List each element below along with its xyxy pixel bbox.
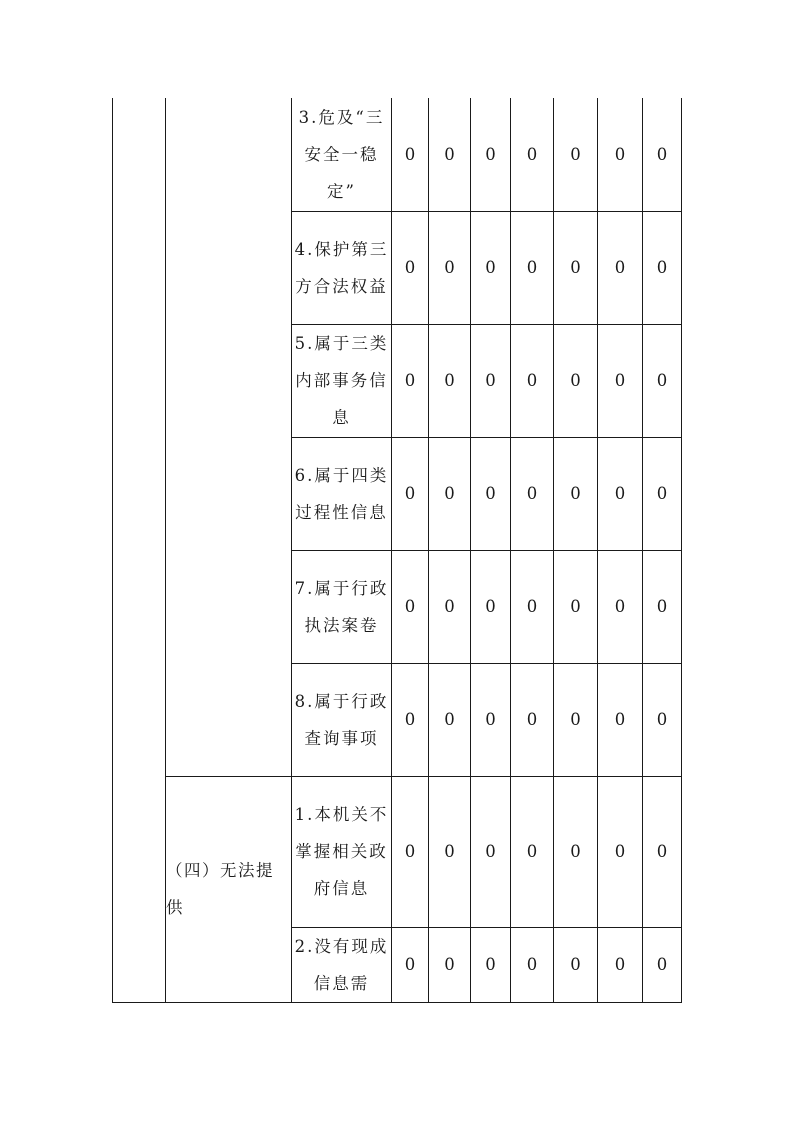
value-cell: 0	[643, 663, 682, 776]
value-cell: 0	[643, 211, 682, 324]
item-cell	[292, 927, 392, 1002]
item-cell	[292, 663, 392, 776]
item-label: 2.没有现成信息需	[294, 936, 389, 993]
item-cell	[292, 776, 392, 927]
value-cell: 0	[392, 663, 429, 776]
value-cell: 0	[554, 324, 598, 437]
value-cell: 0	[429, 776, 471, 927]
item-label: 7.属于行政执法案卷	[294, 578, 389, 635]
value-cell: 0	[392, 776, 429, 927]
value-cell: 0	[554, 927, 598, 1002]
value-cell: 0	[554, 437, 598, 550]
value-cell: 0	[429, 663, 471, 776]
value-cell: 0	[554, 776, 598, 927]
item-label: 5.属于三类内部事务信息	[294, 334, 389, 427]
value-cell: 0	[392, 437, 429, 550]
value-cell: 0	[429, 211, 471, 324]
value-cell: 0	[598, 927, 643, 1002]
value-cell: 0	[471, 324, 511, 437]
value-cell: 0	[643, 324, 682, 437]
table-row	[113, 776, 682, 927]
value-cell: 0	[392, 927, 429, 1002]
value-cell: 0	[598, 663, 643, 776]
category-cell	[166, 98, 292, 776]
value-cell: 0	[598, 550, 643, 663]
value-cell: 0	[429, 324, 471, 437]
value-cell: 0	[392, 324, 429, 437]
value-cell: 0	[471, 437, 511, 550]
value-cell: 0	[392, 550, 429, 663]
value-cell: 0	[471, 550, 511, 663]
item-label: 4.保护第三方合法权益	[294, 239, 389, 296]
value-cell: 0	[511, 550, 554, 663]
value-cell: 0	[471, 927, 511, 1002]
value-cell: 0	[511, 927, 554, 1002]
value-cell: 0	[598, 211, 643, 324]
item-label: 6.属于四类过程性信息	[294, 465, 389, 522]
item-label: 8.属于行政查询事项	[294, 691, 389, 748]
value-cell: 0	[554, 663, 598, 776]
item-cell	[292, 324, 392, 437]
value-cell: 0	[643, 776, 682, 927]
value-cell: 0	[429, 437, 471, 550]
item-label: 3.危及“三安全一稳定”	[298, 107, 385, 201]
value-cell: 0	[643, 550, 682, 663]
value-cell: 0	[511, 98, 554, 211]
value-cell: 0	[471, 663, 511, 776]
item-cell	[292, 437, 392, 550]
value-cell: 0	[554, 98, 598, 211]
value-cell: 0	[554, 211, 598, 324]
statistics-table	[112, 98, 682, 1003]
value-cell: 0	[511, 437, 554, 550]
value-cell: 0	[429, 927, 471, 1002]
value-cell: 0	[392, 98, 429, 211]
value-cell: 0	[598, 324, 643, 437]
item-label: 1.本机关不掌握相关政府信息	[294, 805, 389, 898]
outer-blank-cell	[113, 98, 166, 1002]
value-cell: 0	[643, 98, 682, 211]
item-cell	[292, 550, 392, 663]
value-cell: 0	[598, 98, 643, 211]
item-cell	[292, 98, 392, 211]
value-cell: 0	[511, 663, 554, 776]
value-cell: 0	[471, 211, 511, 324]
value-cell: 0	[511, 211, 554, 324]
value-cell: 0	[598, 776, 643, 927]
category-label: （四）无法提供	[166, 861, 274, 917]
value-cell: 0	[598, 437, 643, 550]
item-cell	[292, 211, 392, 324]
table-row	[113, 98, 682, 211]
value-cell: 0	[471, 98, 511, 211]
category-cell	[166, 776, 292, 1002]
value-cell: 0	[643, 437, 682, 550]
value-cell: 0	[429, 98, 471, 211]
value-cell: 0	[471, 776, 511, 927]
value-cell: 0	[554, 550, 598, 663]
value-cell: 0	[511, 776, 554, 927]
value-cell: 0	[392, 211, 429, 324]
value-cell: 0	[429, 550, 471, 663]
value-cell: 0	[511, 324, 554, 437]
value-cell: 0	[643, 927, 682, 1002]
